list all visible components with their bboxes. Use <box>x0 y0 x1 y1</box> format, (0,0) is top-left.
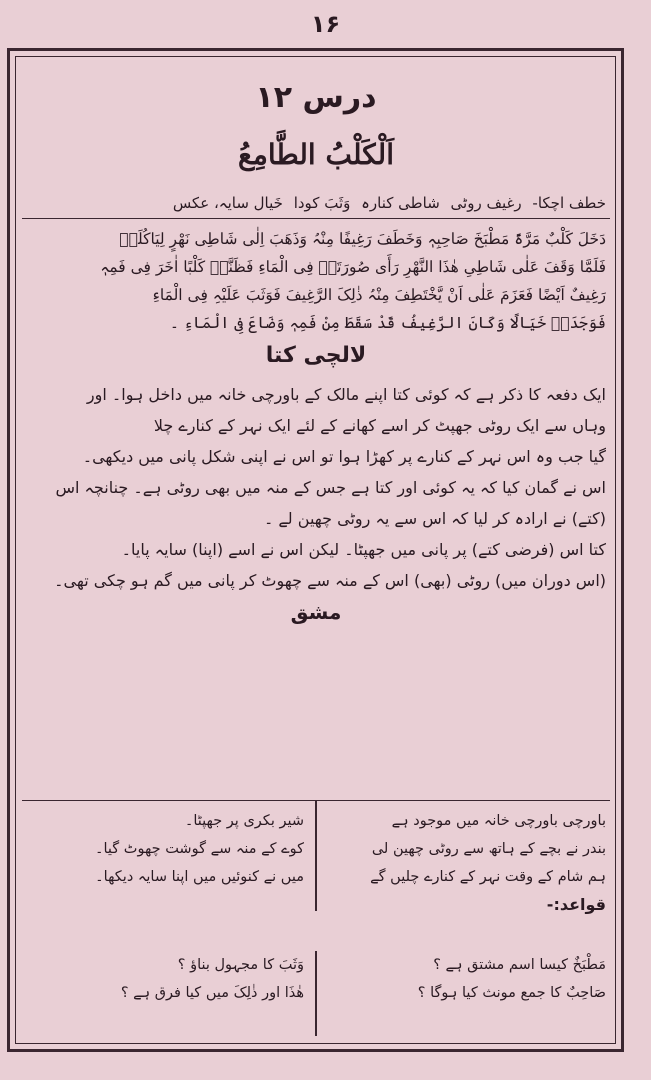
urdu-line: ایک دفعہ کا ذکر ہے کہ کوئی کتا اپنے مالک کے باورچی خانہ میں داخل ہوا۔ اور <box>86 385 606 404</box>
vocab-item: وَثَبَ کودا <box>293 194 351 212</box>
exercise-sentence: شیر بکری پر جھپٹا۔ <box>184 813 304 829</box>
exercise-sentence: بندر نے بچے کے ہاتھ سے روٹی چھین لی <box>371 841 606 857</box>
arabic-line: فَوَجَدَہٗ خَیَالًا وَکَانَ الرَّغِیفُ قَدْ سَقَطَ مِنْ فَمِہٖ وَضَاعَ فِی الْمَاءِ ۔ <box>169 314 606 332</box>
exercise-sentence: ہم شام کے وقت نہر کے کنارے چلیں گے <box>370 869 606 885</box>
arabic-line: دَخَلَ کَلْبٌ مَرَّۃً مَطْبَخَ صَاحِبِہٖ وَخَطَفَ رَغِیفًا مِنْہُ وَذَھَبَ اِلٰی شَاطِی نَھْرٍ لِیَاکُلَہٗ <box>119 230 606 248</box>
exercise-section <box>22 800 610 1036</box>
exercise-sentence: باورچی باورچی خانہ میں موجود ہے <box>391 813 606 829</box>
urdu-line: (اس دوران میں) روٹی (بھی) اس کے منہ سے چھوٹ کر پانی میں گم ہو چکی تھی۔ <box>54 571 606 590</box>
vocabulary-line <box>22 190 610 219</box>
urdu-line: کتا اس (فرضی کتے) پر پانی میں جھپٹا۔ لیکن اس نے اسے (اپنا) سایہ پایا۔ <box>121 540 606 559</box>
lesson-content <box>22 70 610 1035</box>
urdu-paragraph <box>22 379 610 596</box>
urdu-line: (کتے) نے ارادہ کر لیا کہ اس سے یہ روٹی چھین لے ۔ <box>263 509 606 528</box>
exercise-sentence: میں نے کنوئیں میں اپنا سایہ دیکھا۔ <box>95 869 304 885</box>
vocab-item: خطف اچکا- <box>532 194 606 212</box>
grammar-question: صَاحِبٌ کا جمع مونث کیا ہوگا ؟ <box>417 985 606 1001</box>
questions-column-left <box>26 951 304 1007</box>
exercise-column-right <box>328 807 606 919</box>
urdu-line: وہاں سے ایک روٹی جھپٹ کر اسے کھانے کے لئے ایک نہر کے کنارے چلا <box>153 416 606 435</box>
vocab-item: رغیف روٹی <box>450 194 522 212</box>
questions-column-right <box>328 951 606 1007</box>
exercise-sentence: کوے کے منہ سے گوشت چھوٹ گیا۔ <box>95 841 304 857</box>
exercise-column-left <box>26 807 304 891</box>
vocab-item: خَیال سایہ، عکس <box>172 194 283 212</box>
arabic-paragraph <box>22 225 610 337</box>
column-divider <box>315 801 317 911</box>
urdu-line: گیا جب وہ اس نہر کے کنارے پر کھڑا ہوا تو اس نے اپنی شکل پانی میں دیکھی۔ <box>82 447 606 466</box>
exercise-heading: مشق <box>290 600 342 624</box>
lesson-title: درس ۱۲ <box>255 80 377 115</box>
urdu-line: اس نے گمان کیا کہ یہ کوئی اور کتا ہے جس کے منہ میں بھی روٹی ہے۔ چنانچہ اس <box>55 478 606 497</box>
grammar-question: مَطْبَخٌ کیسا اسم مشتق ہے ؟ <box>433 957 606 973</box>
rules-label: قواعد:- <box>546 895 606 914</box>
urdu-heading: لالچی کتا <box>265 343 367 368</box>
grammar-question: وَثَبَ کا مجہول بناؤ ؟ <box>177 957 304 973</box>
grammar-question: ھٰذَا اور ذٰلِکَ میں کیا فرق ہے ؟ <box>120 985 304 1001</box>
arabic-line: رَغِیفٌ اَیْضًا فَعَزَمَ عَلٰی اَنْ یَّخْتَطِفَ مِنْہُ ذٰلِکَ الرَّغِیفَ فَوَثَبَ عَلَیْہِ فِی الْمَاءِ <box>152 286 606 304</box>
arabic-line: فَلَمَّا وَقَفَ عَلٰی شَاطِیِ ھٰذَا النَّھْرِ رَأَی صُورَتَہٗ فِی الْمَاءِ فَظَنَّہٗ کَلْبًا اٰخَرَ فِی فَمِہٖ <box>100 258 606 276</box>
vocab-item: شاطی کنارہ <box>361 194 440 212</box>
arabic-title: اَلْکَلْبُ الطَّامِعُ <box>238 138 394 171</box>
page-number: ۱۶ <box>310 10 341 38</box>
column-divider <box>315 951 317 1036</box>
